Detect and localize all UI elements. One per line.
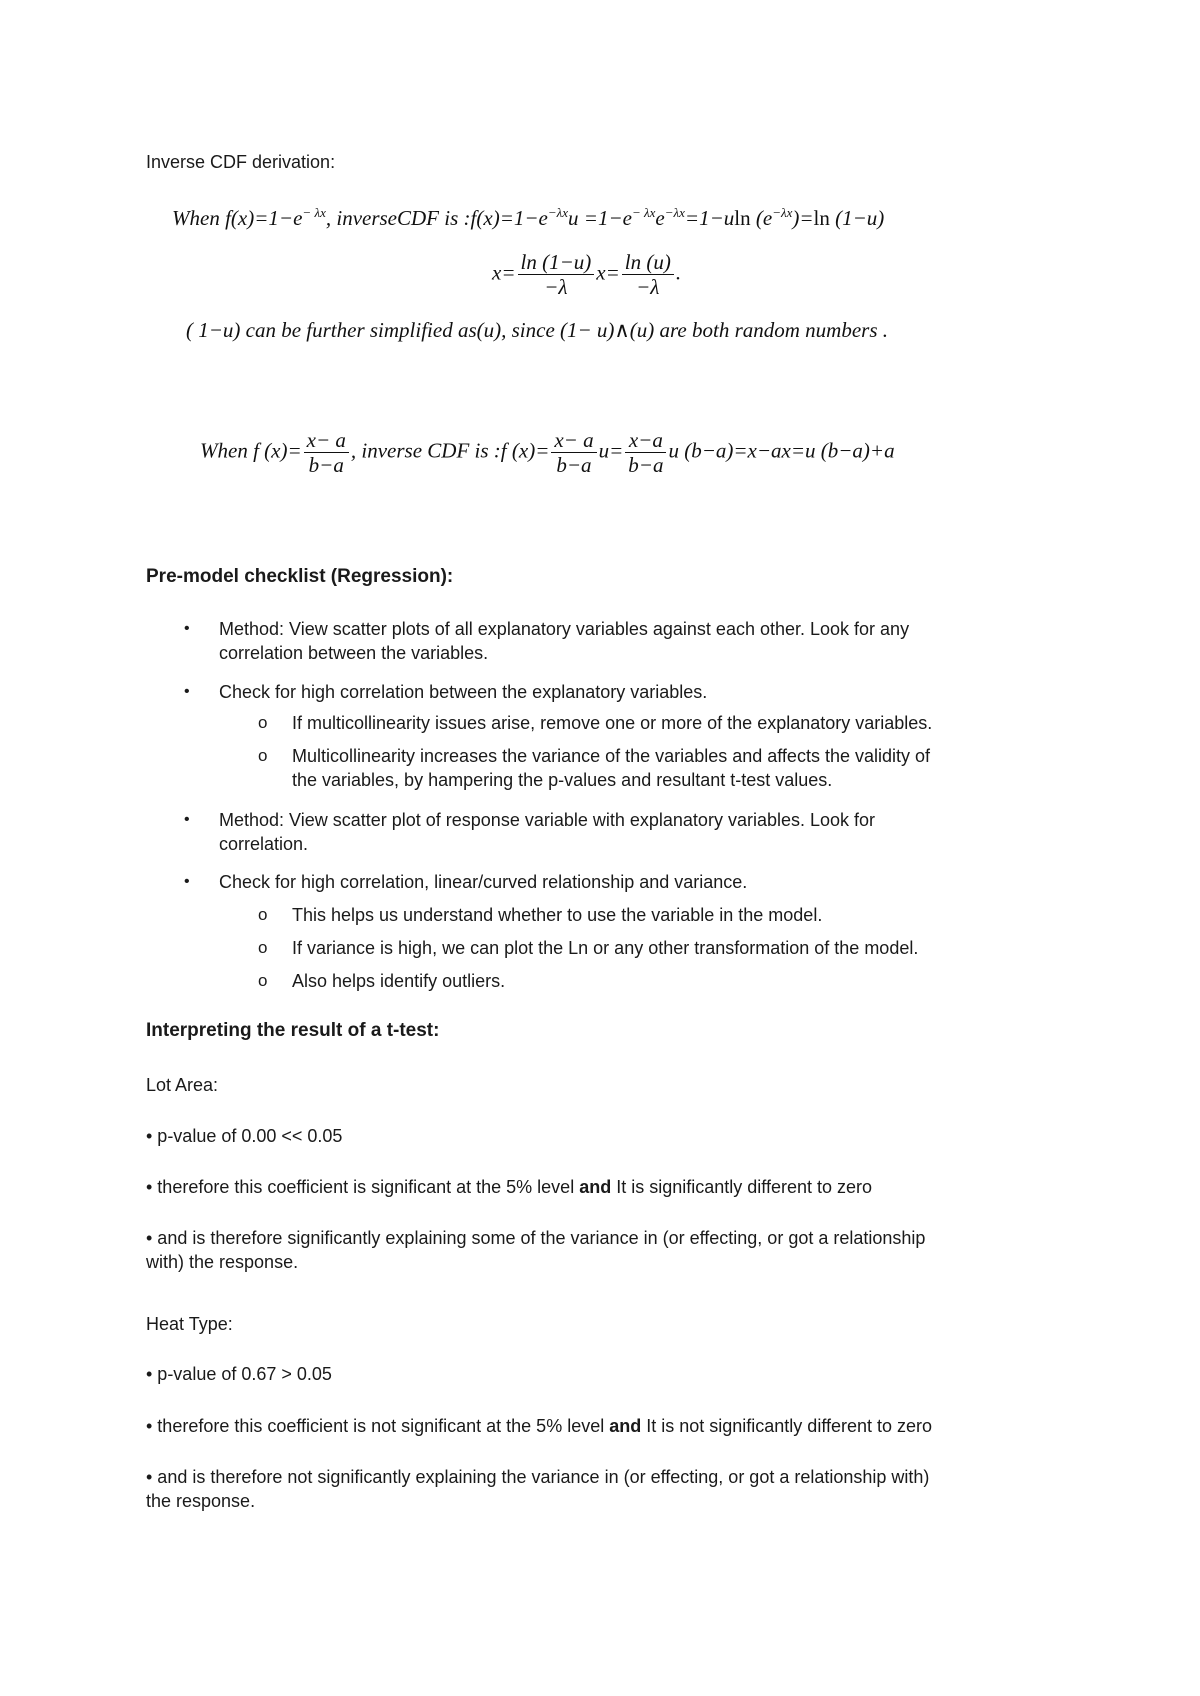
- eq1-e: e: [293, 206, 303, 230]
- equation-simplification-note: ( 1−u) can be further simplified as(u), since (1− u)∧(u) are both random numbers .: [186, 318, 889, 342]
- list-item-text: Check for high correlation, linear/curved relationship and variance.: [219, 872, 748, 892]
- lot-area-pvalue: • p-value of 0.00 << 0.05: [146, 1126, 343, 1146]
- list-item-text: [219, 808, 1049, 856]
- eq4-den3: b−a: [628, 453, 664, 477]
- eq2-num1: ln (1−u): [518, 250, 595, 275]
- eq4-u-eq: u=: [598, 438, 624, 463]
- list-item-text: Check for high correlation between the explanatory variables.: [219, 682, 708, 702]
- la3-line2: with) the response.: [146, 1252, 299, 1272]
- eq1-ln: ln: [734, 206, 751, 230]
- lot-area-label: Lot Area:: [146, 1075, 219, 1095]
- bullet-icon: •: [184, 683, 190, 700]
- eq4-fx: f (x)=: [253, 438, 302, 463]
- eq2-x-eq: x=: [492, 260, 516, 285]
- section-heading-checklist: Pre-model checklist (Regression):: [146, 566, 454, 587]
- eq4-den2: b−a: [556, 453, 592, 477]
- eq4-inverse-label: , inverse CDF is :: [350, 438, 501, 463]
- eq1-u-eq: u =1−: [568, 206, 623, 230]
- eq2-den1: −λ: [544, 275, 568, 299]
- eq1-eq-a: =1−: [254, 206, 294, 230]
- sub-list-item-text: If variance is high, we can plot the Ln or any other transformation of the model.: [292, 938, 919, 958]
- eq1-exp-c: − λx: [631, 205, 656, 220]
- circle-bullet-icon: o: [258, 905, 268, 924]
- b2-s2-line2: the variables, by hampering the p-values and resultant t-test values.: [292, 770, 833, 790]
- lot-area-significance: [146, 1175, 872, 1199]
- bullet-icon: •: [184, 620, 190, 637]
- ht3-line2: the response.: [146, 1491, 256, 1511]
- sub-list-item-text: Also helps identify outliers.: [292, 971, 506, 991]
- circle-bullet-icon: o: [258, 938, 268, 957]
- sub-list-item-text: This helps us understand whether to use the variable in the model.: [292, 905, 823, 925]
- eq1-exp: − λx: [302, 205, 326, 220]
- eq1-e2: e: [622, 206, 632, 230]
- b3-line2: correlation.: [219, 834, 309, 854]
- list-item-text: [219, 617, 1049, 665]
- eq1-f: f: [225, 206, 231, 230]
- eq1-close-eq: )=: [792, 206, 814, 230]
- eq4-num1: x− a: [304, 428, 349, 453]
- eq1-e3: e: [655, 206, 665, 230]
- circle-bullet-icon: o: [258, 971, 268, 990]
- eq1-exp-b: −λx: [547, 205, 569, 220]
- bullet-icon: •: [184, 873, 190, 890]
- eq1-ln2: ln: [813, 206, 830, 230]
- equation-x-solution: [492, 250, 681, 299]
- eq4-fx2: f (x)=: [500, 438, 550, 463]
- heat-type-explanation: [146, 1465, 929, 1513]
- eq1-1-u: =1−u: [684, 206, 735, 230]
- lot-area-explanation: [146, 1226, 925, 1274]
- eq1-x2: x: [483, 206, 493, 230]
- eq4-num2: x− a: [551, 428, 596, 453]
- eq2-period: .: [675, 260, 682, 285]
- section-heading-ttest: Interpreting the result of a t-test:: [146, 1020, 440, 1041]
- heat-type-pvalue: • p-value of 0.67 > 0.05: [146, 1364, 332, 1384]
- ht2-post: It is not significantly different to zero: [641, 1416, 933, 1436]
- section-title-inverse-cdf: Inverse CDF derivation:: [146, 152, 336, 172]
- eq1-when: When: [172, 206, 220, 230]
- eq1-e-b: e: [538, 206, 548, 230]
- eq4-fraction-2: [551, 428, 596, 477]
- eq2-num2: ln (u): [622, 250, 674, 275]
- ht2-and: and: [609, 1416, 642, 1436]
- eq2-x-eq2: x=: [596, 260, 620, 285]
- equation-uniform-inverse-cdf: [200, 428, 895, 477]
- ht3-line1: • and is therefore not significantly explaining the variance in (or effecting, or got a relationship with): [146, 1467, 930, 1487]
- eq1-colon: :: [458, 206, 471, 230]
- eq4-tail: u (b−a)=x−ax=u (b−a)+a: [668, 438, 895, 463]
- sub-list-item-text: [292, 744, 1062, 792]
- b1-line2: correlation between the variables.: [219, 643, 489, 663]
- eq4-num3: x−a: [625, 428, 666, 453]
- la2-pre: • therefore this coefficient is significant at the 5% level: [146, 1177, 580, 1197]
- eq1-exp-d: −λx: [664, 205, 685, 220]
- eq4-fraction-3: [625, 428, 666, 477]
- eq2-den2: −λ: [636, 275, 660, 299]
- b2-s2-line1: Multicollinearity increases the variance of the variables and affects the validity of: [292, 746, 930, 766]
- b3-line1: Method: View scatter plot of response variable with explanatory variables. Look for: [219, 810, 876, 830]
- eq2-fraction-1: [518, 250, 595, 299]
- eq4-den1: b−a: [308, 453, 344, 477]
- circle-bullet-icon: o: [258, 746, 268, 765]
- heat-type-significance: [146, 1414, 932, 1438]
- eq1-paren-e: (e: [755, 206, 773, 230]
- ht2-pre: • therefore this coefficient is not significant at the 5% level: [146, 1416, 610, 1436]
- eq1-f2: f: [470, 206, 477, 230]
- bullet-icon: •: [184, 811, 190, 828]
- heat-type-label: Heat Type:: [146, 1314, 233, 1334]
- eq1-eq-b: =1−: [499, 206, 539, 230]
- eq1-exp-e: −λx: [772, 205, 793, 220]
- eq1-x: x: [237, 206, 248, 230]
- circle-bullet-icon: o: [258, 713, 268, 732]
- eq1-one-minus-u: (1−u): [835, 206, 885, 230]
- la3-line1: • and is therefore significantly explaining some of the variance in (or effecting, or got a relationship: [146, 1228, 926, 1248]
- eq4-fraction-1: [304, 428, 349, 477]
- sub-list-item-text: If multicollinearity issues arise, remove one or more of the explanatory variables.: [292, 713, 933, 733]
- la2-and: and: [579, 1177, 612, 1197]
- eq2-fraction-2: [622, 250, 674, 299]
- la2-post: It is significantly different to zero: [611, 1177, 873, 1197]
- equation-exponential-inverse-cdf: When $f(x)=1-e^{- \lambda x}$, inverseCDF is $:f(x)=1-e^{-\lambda x}u =1-e^{- \lambda x}e^{-\lambda x}=1-uln$ $(e^{-\lambda x})=\ln$ (1−u): [172, 205, 885, 230]
- eq1-inverse-label: , inverseCDF is: [325, 206, 459, 230]
- b1-line1: Method: View scatter plots of all explanatory variables against each other. Look for any: [219, 619, 910, 639]
- eq4-when: When: [200, 438, 248, 463]
